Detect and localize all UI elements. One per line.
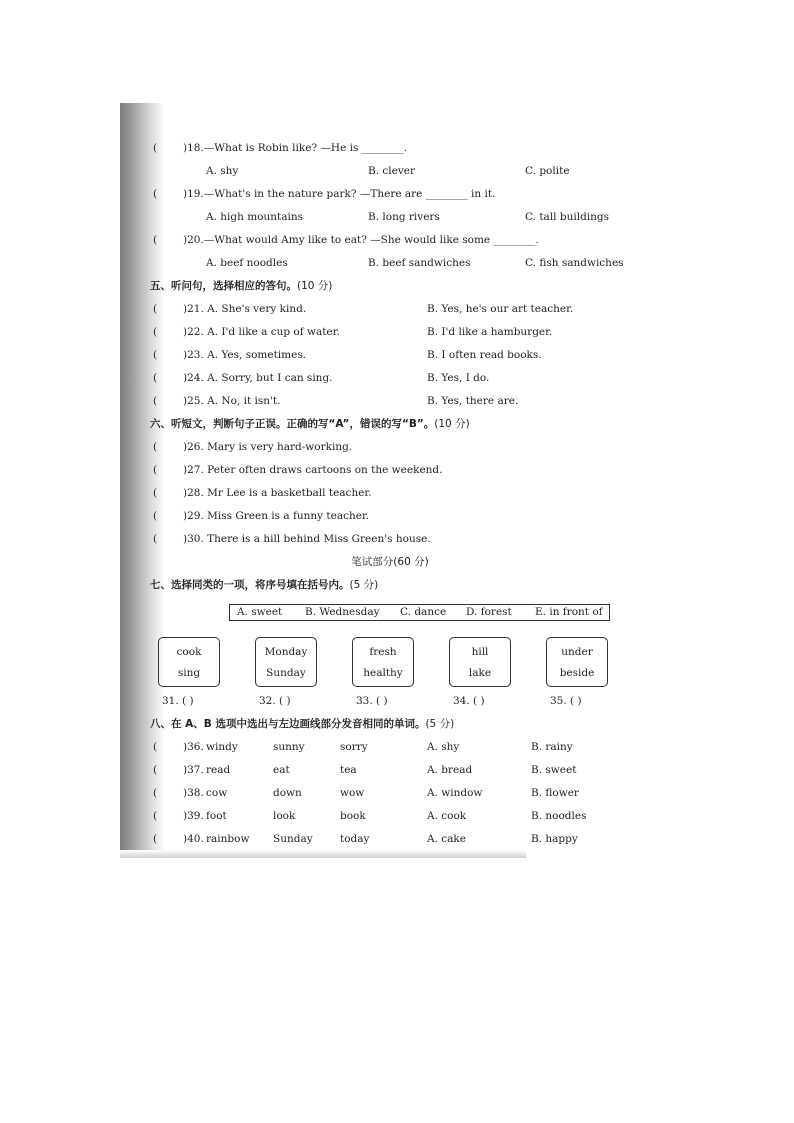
word-1: foot [206,810,227,822]
question-22: ( )22. A. I'd like a cup of water. B. I'd like a hamburger. [153,326,553,338]
word-card-33: fresh healthy [352,637,414,687]
question-37: ( )37. read eat tea A. bread B. sweet [153,764,577,776]
word-card-34: hill lake [449,637,511,687]
option-a[interactable]: A. shy [427,741,460,753]
word-3: book [340,810,366,822]
word-2: look [273,810,296,822]
section-5-heading: 五、听问句，选择相应的答句。(10 分) [150,280,333,292]
question-text: )19.—What's in the nature park? —There are ________ in it. [183,188,496,200]
word-3: tea [340,764,357,776]
option-a[interactable]: A. shy [206,165,239,177]
option-a[interactable]: A. high mountains [206,211,303,223]
word-card-32: Monday Sunday [255,637,317,687]
question-38: ( )38. cow down wow A. window B. flower [153,787,579,799]
option-b[interactable]: B. happy [531,833,578,845]
option-a[interactable]: A. cook [427,810,467,822]
word-1: read [206,764,231,776]
option-a[interactable]: A. beef noodles [206,257,288,269]
word-option-c: C. dance [400,606,447,618]
word-3: sorry [340,741,368,753]
word-option-d: D. forest [466,606,512,618]
section-8-heading: 八、在 A、B 选项中选出与左边画线部分发音相同的单词。(5 分) [150,718,455,730]
question-40: ( )40. rainbow Sunday today A. cake B. happy [153,833,578,845]
question-23: ( )23. A. Yes, sometimes. B. I often read books. [153,349,542,361]
word-1: rainbow [206,833,250,845]
word-3: wow [340,787,365,799]
word-card-35: under beside [546,637,608,687]
written-part-heading: 笔试部分(60 分) [351,556,429,568]
answer-35[interactable]: 35. ( ) [550,695,582,707]
option-c[interactable]: C. fish sandwiches [525,257,624,269]
answer-33[interactable]: 33. ( ) [356,695,388,707]
word-2: eat [273,764,290,776]
answer-paren[interactable]: ( [153,188,158,200]
word-1: windy [206,741,238,753]
card-answer-row [150,696,630,710]
question-text: )20.—What would Amy like to eat? —She would like some ________. [183,234,539,246]
word-2: Sunday [273,833,313,845]
page-bottom-edge [120,850,526,858]
options-20 [150,258,630,272]
word-3: today [340,833,370,845]
word-option-e: E. in front of [535,606,603,618]
word-2: sunny [273,741,305,753]
word-option-a: A. sweet [237,606,283,618]
word-bank [229,604,610,621]
word-2: down [273,787,302,799]
option-b[interactable]: B. rainy [531,741,573,753]
option-b[interactable]: B. Yes, there are. [427,395,519,407]
answer-paren[interactable]: ( [153,234,158,246]
option-b[interactable]: B. sweet [531,764,577,776]
word-card-31: cook sing [158,637,220,687]
word-1: cow [206,787,228,799]
option-b[interactable]: B. I often read books. [427,349,542,361]
option-a[interactable]: A. bread [427,764,473,776]
question-39: ( )39. foot look book A. cook B. noodles [153,810,587,822]
option-a[interactable]: A. cake [427,833,466,845]
option-c[interactable]: C. polite [525,165,570,177]
question-25: ( )25. A. No, it isn't. B. Yes, there are. [153,395,519,407]
word-option-b: B. Wednesday [305,606,380,618]
question-24: ( )24. A. Sorry, but I can sing. B. Yes, I do. [153,372,490,384]
section-6-heading: 六、听短文，判断句子正误。正确的写“A”，错误的写“B”。(10 分) [150,418,470,430]
answer-34[interactable]: 34. ( ) [453,695,485,707]
answer-31[interactable]: 31. ( ) [162,695,194,707]
option-b[interactable]: B. flower [531,787,579,799]
options-19 [150,212,630,226]
option-b[interactable]: B. Yes, I do. [427,372,490,384]
option-b[interactable]: B. beef sandwiches [368,257,471,269]
option-c[interactable]: C. tall buildings [525,211,610,223]
question-36: ( )36. windy sunny sorry A. shy B. rainy [153,741,573,753]
option-b[interactable]: B. Yes, he's our art teacher. [427,303,574,315]
answer-paren[interactable]: ( [153,142,158,154]
option-b[interactable]: B. noodles [531,810,587,822]
option-b[interactable]: B. long rivers [368,211,440,223]
section-7-heading: 七、选择同类的一项，将序号填在括号内。(5 分) [150,579,379,591]
options-18 [150,166,630,180]
question-21: ( )21. A. She's very kind. B. Yes, he's our art teacher. [153,303,574,315]
option-b[interactable]: B. clever [368,165,416,177]
question-text: )18.—What is Robin like? —He is ________. [183,142,408,154]
answer-32[interactable]: 32. ( ) [259,695,291,707]
option-a[interactable]: A. window [427,787,483,799]
option-b[interactable]: B. I'd like a hamburger. [427,326,553,338]
